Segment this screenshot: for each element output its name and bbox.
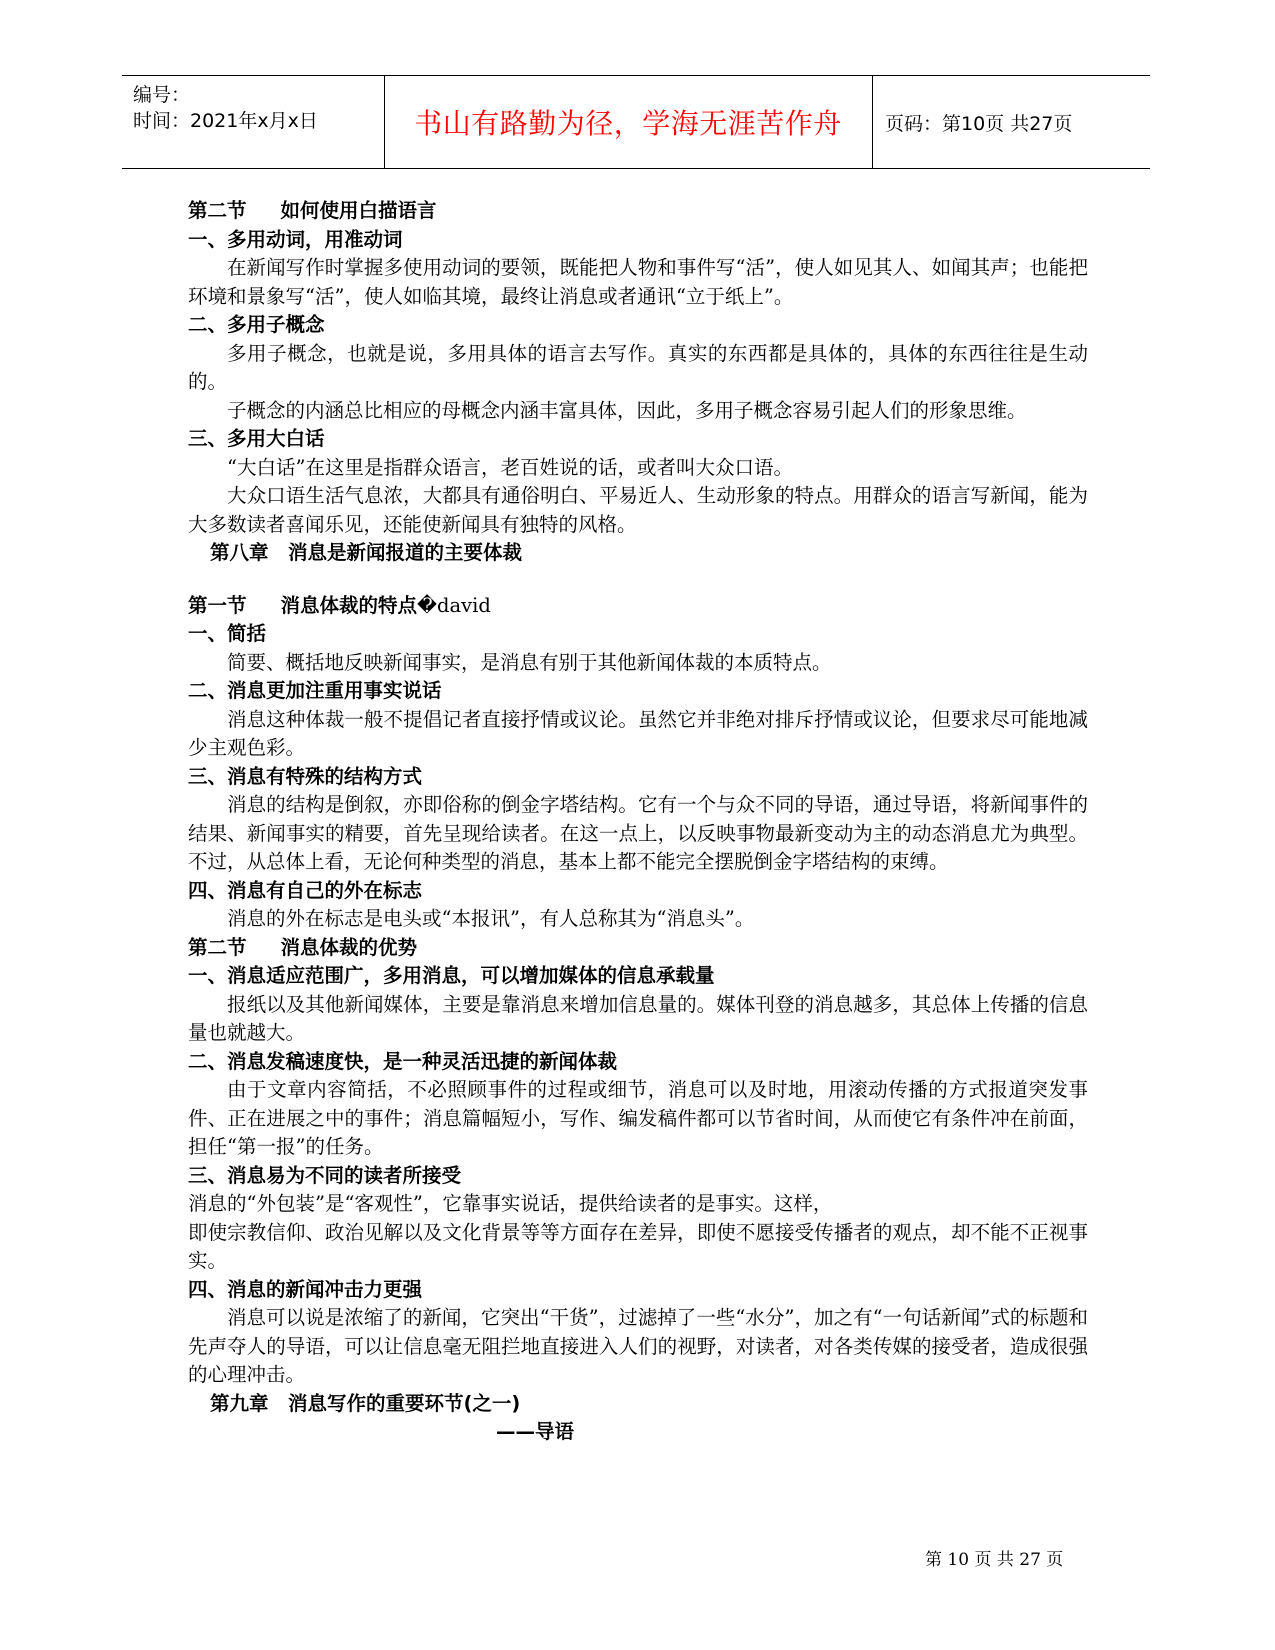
document-number-label: 编号： bbox=[133, 84, 191, 106]
section-title: 第二节 消息体裁的优势 bbox=[188, 935, 418, 959]
heading: 三、消息易为不同的读者所接受 bbox=[188, 1163, 462, 1187]
document-time-label: 时间：2021年x月x日 bbox=[133, 110, 318, 132]
spacer bbox=[188, 568, 1088, 592]
heading: 四、消息有自己的外在标志 bbox=[188, 878, 423, 902]
paragraph: 消息的外在标志是电头或“本报讯”，有人总称其为“消息头”。 bbox=[227, 907, 755, 930]
chapter-subtitle: ——导语 bbox=[496, 1420, 575, 1443]
paragraph: 大众口语生活气息浓，大都具有通俗明白、平易近人、生动形象的特点。用群众的语言写新闻，能为大多数读者喜闻乐见，还能使新闻具有独特的风格。 bbox=[188, 484, 1088, 536]
header-motto-cell bbox=[384, 76, 873, 168]
stray-character: �david bbox=[417, 593, 491, 617]
header-page-label: 页码：第10页 共27页 bbox=[885, 112, 1073, 135]
header-left-cell bbox=[122, 76, 385, 168]
page-header bbox=[122, 75, 1150, 169]
paragraph: 报纸以及其他新闻媒体，主要是靠消息来增加信息量的。媒体刊登的消息越多，其总体上传播的信息量也就越大。 bbox=[188, 992, 1088, 1044]
paragraph: 消息可以说是浓缩了的新闻，它突出“干货”，过滤掉了一些“水分”，加之有“一句话新闻”式的标题和先声夺人的导语，可以让信息毫无阻拦地直接进入人们的视野，对读者，对各类传媒的接受者，造成很强的心理冲击。 bbox=[188, 1306, 1088, 1386]
paragraph-line: 消息的“外包装”是“客观性”，它靠事实说话，提供给读者的是事实。这样， bbox=[188, 1192, 833, 1215]
page-footer: 第 10 页 共 27 页 bbox=[925, 1550, 1064, 1570]
heading: 二、消息发稿速度快，是一种灵活迅捷的新闻体裁 bbox=[188, 1049, 618, 1073]
paragraph: 即使宗教信仰、政治见解以及文化背景等等方面存在差异，即使不愿接受传播者的观点，却不能不正视事实。 bbox=[188, 1220, 1088, 1272]
chapter-title: 第八章 消息是新闻报道的主要体裁 bbox=[210, 541, 523, 564]
heading: 一、多用动词，用准动词 bbox=[188, 227, 403, 251]
heading: 三、消息有特殊的结构方式 bbox=[188, 764, 423, 788]
heading: 二、多用子概念 bbox=[188, 313, 325, 336]
paragraph: 简要、概括地反映新闻事实，是消息有别于其他新闻体裁的本质特点。 bbox=[227, 650, 832, 674]
header-page-cell bbox=[873, 76, 1150, 168]
section-title: 第一节 消息体裁的特点�david bbox=[188, 593, 491, 617]
document-body bbox=[188, 197, 1088, 1447]
heading: 二、消息更加注重用事实说话 bbox=[188, 679, 442, 702]
paragraph: 子概念的内涵总比相应的母概念内涵丰富具体，因此，多用子概念容易引起人们的形象思维。 bbox=[227, 398, 1027, 422]
header-motto: 书山有路勤为径，学海无涯苦作舟 bbox=[414, 107, 842, 140]
heading: 一、简括 bbox=[188, 622, 267, 645]
section-title: 第二节 如何使用白描语言 bbox=[188, 199, 437, 222]
paragraph: “大白话”在这里是指群众语言，老百姓说的话，或者叫大众口语。 bbox=[227, 455, 793, 479]
paragraph: 消息的结构是倒叙，亦即俗称的倒金字塔结构。它有一个与众不同的导语，通过导语，将新闻事件的结果、新闻事实的精要，首先呈现给读者。在这一点上，以反映事物最新变动为主的动态消息尤为典型。不过，从总体上看，无论何种类型的消息，基本上都不能完全摆脱倒金字塔结构的束缚。 bbox=[188, 793, 1088, 873]
heading: 一、消息适应范围广，多用消息，可以增加媒体的信息承载量 bbox=[188, 964, 715, 987]
chapter-title: 第九章 消息写作的重要环节(之一) bbox=[210, 1391, 521, 1415]
heading: 三、多用大白话 bbox=[188, 427, 325, 450]
paragraph: 由于文章内容简括，不必照顾事件的过程或细节，消息可以及时地，用滚动传播的方式报道突发事件、正在进展之中的事件；消息篇幅短小，写作、编发稿件都可以节省时间，从而使它有条件冲在前面，担任“第一报”的任务。 bbox=[188, 1078, 1088, 1158]
heading: 四、消息的新闻冲击力更强 bbox=[188, 1277, 423, 1301]
paragraph: 在新闻写作时掌握多使用动词的要领，既能把人物和事件写“活”，使人如见其人、如闻其声；也能把环境和景象写“活”，使人如临其境，最终让消息或者通讯“立于纸上”。 bbox=[188, 256, 1088, 308]
paragraph: 多用子概念，也就是说，多用具体的语言去写作。真实的东西都是具体的，具体的东西往往是生动的。 bbox=[188, 341, 1088, 393]
paragraph: 消息这种体裁一般不提倡记者直接抒情或议论。虽然它并非绝对排斥抒情或议论，但要求尽可能地减少主观色彩。 bbox=[188, 707, 1088, 759]
